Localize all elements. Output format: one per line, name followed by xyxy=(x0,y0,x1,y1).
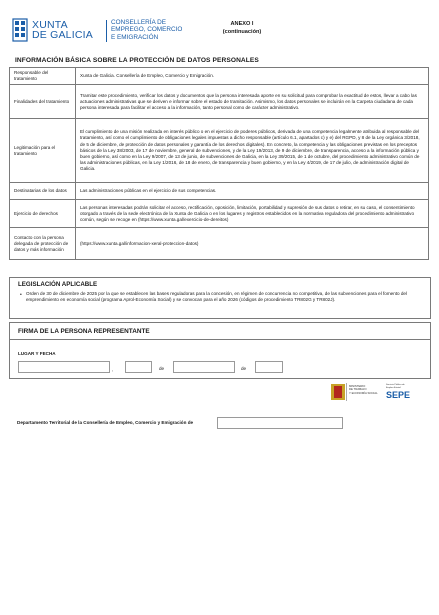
footer-department-label: Departamento Territorial de la Consellería de Empleo, Comercio y Emigración de xyxy=(17,420,194,425)
row-key: Destinatarias de los datos xyxy=(10,183,76,200)
legislation-item: Orden de 30 de diciembre de 2025 por la que se establecen las bases reguladoras para la concesión, en régimen de concurrencia no competitiva, de las subvenciones para el fomento del emprendimiento en economía social (programa Aprol-Economía Social) y se convocan para el año 2026 (códigos de procedimiento TR802G y TR802J). xyxy=(26,291,408,303)
month-field[interactable] xyxy=(173,361,235,373)
table-row xyxy=(10,200,429,228)
xunta-wordmark xyxy=(32,20,93,40)
row-value: (https://www.xunta.gal/informacion-xeral-proteccion-datos) xyxy=(76,228,429,260)
anexo-title: ANEXO I xyxy=(230,21,254,27)
anexo-subtitle: (continuación) xyxy=(222,29,262,35)
ministry-line1: MINISTERIO xyxy=(349,384,366,388)
dept-line1: CONSELLERÍA DE xyxy=(111,19,167,26)
dept-line3: E EMIGRACIÓN xyxy=(111,33,159,41)
row-key: Contacto con la persona delegada de protección de datos y más información xyxy=(10,228,76,260)
de-separator-1: de xyxy=(159,366,165,371)
bullet-icon: • xyxy=(20,292,22,298)
sepe-wordmark: SEPE xyxy=(386,390,411,400)
data-protection-title: INFORMACIÓN BÁSICA SOBRE LA PROTECCIÓN DE DATOS PERSONALES xyxy=(15,57,259,64)
legislation-box xyxy=(9,277,431,319)
department-field[interactable] xyxy=(217,417,343,429)
signature-box xyxy=(9,322,431,379)
table-row xyxy=(10,183,429,200)
row-key: Responsable del tratamiento xyxy=(10,68,76,85)
row-value: El cumplimiento de una misión realizada en interés público o en el ejercicio de poderes públicos, derivada de una competencia legalmente atribuida al responsable del tratamiento, así como el cumplimiento de obligaciones legales impuestas a dicho responsable (artículo 6.1, apartados c) y e) del RGPD, y 8 de la Ley orgánica 3/2018, de 5 de diciembre, de protección de datos personales y garantía de los derechos digitales). En concreto, la competencia y las obligaciones previstas en los preceptos básicos de la Ley 38/2003, de 17 de noviembre, general de subvenciones, y de la Ley 19/2013, de 9 de diciembre, de transparencia, acceso a la información pública y buen gobierno, así como en la Ley 9/2007, de 13 de junio, de subvenciones de Galicia, en la Ley 39/2015, de 1 de octubre, del procedimiento administrativo común de las administraciones públicas, en la Ley 1/2016, de 18 de enero, de transparencia y buen gobierno, y en la Ley 4/2019, de 17 de julio, de administración digital de Galicia. xyxy=(76,119,429,183)
table-row xyxy=(10,68,429,85)
logo-line2: DE GALICIA xyxy=(32,29,93,41)
ministry-line3: Y ECONOMÍA SOCIAL xyxy=(349,390,378,395)
place-field[interactable] xyxy=(18,361,110,373)
table-row xyxy=(10,85,429,119)
data-protection-table xyxy=(9,67,429,260)
document-header xyxy=(12,18,432,48)
signature-divider xyxy=(10,339,430,340)
department-name xyxy=(111,19,182,41)
xunta-crest-icon xyxy=(12,18,28,42)
place-date-label: LUGAR Y FECHA xyxy=(18,351,56,356)
legislation-title: LEGISLACIÓN APLICABLE xyxy=(18,281,98,288)
sepe-subtitle: Servicio Público de Empleo Estatal xyxy=(386,384,405,389)
de-separator-2: de xyxy=(241,366,247,371)
xunta-logo xyxy=(12,18,93,42)
row-value: Las administraciones públicas en el ejercicio de sus competencias. xyxy=(76,183,429,200)
table-row xyxy=(10,119,429,183)
row-key: Finalidades del tratamiento xyxy=(10,85,76,119)
row-value: Xunta de Galicia. Consellería de Empleo, Comercio y Emigración. xyxy=(76,68,429,85)
ministry-name xyxy=(349,385,378,395)
ministry-line2: DE TRABAJO xyxy=(349,387,367,392)
anexo-label xyxy=(212,20,272,36)
logo-divider xyxy=(106,20,107,42)
row-value: Las personas interesadas podrán solicitar el acceso, rectificación, oposición, limitación, portabilidad y supresión de sus datos o retirar, en su caso, el consentimiento otorgado a través de la sede electrónica de la Xunta de Galicia o en los lugares y registros establecidos en la normativa reguladora del procedimiento administrativo común, según se recoge en (https://www.xunta.gal/exercicio-de-dereitos) xyxy=(76,200,429,228)
dept-line2: EMPREGO, COMERCIO xyxy=(111,26,183,34)
ministry-sepe-logo xyxy=(330,382,412,402)
logo-line1: XUNTA xyxy=(32,19,68,31)
signature-title: FIRMA DE LA PERSONA REPRESENTANTE xyxy=(18,328,150,335)
row-key: Ejercicio de derechos xyxy=(10,200,76,228)
year-field[interactable] xyxy=(255,361,283,373)
comma-separator: , xyxy=(112,367,114,372)
table-row xyxy=(10,228,429,260)
day-field[interactable] xyxy=(125,361,152,373)
row-value: Tramitar este procedimiento, verificar los datos y documentos que la persona interesada aporte en su solicitud para comprobar la exactitud de estos, llevar a cabo las actuaciones administrativas que se deriven e informar sobre el estado de tramitación. Asimismo, los datos personales se incluirán en la Carpeta ciudadana de cada persona interesada para facilitar el acceso a la información, tanto personal como de carácter administrativo. xyxy=(76,85,429,119)
row-key: Legitimación para el tratamiento xyxy=(10,119,76,183)
